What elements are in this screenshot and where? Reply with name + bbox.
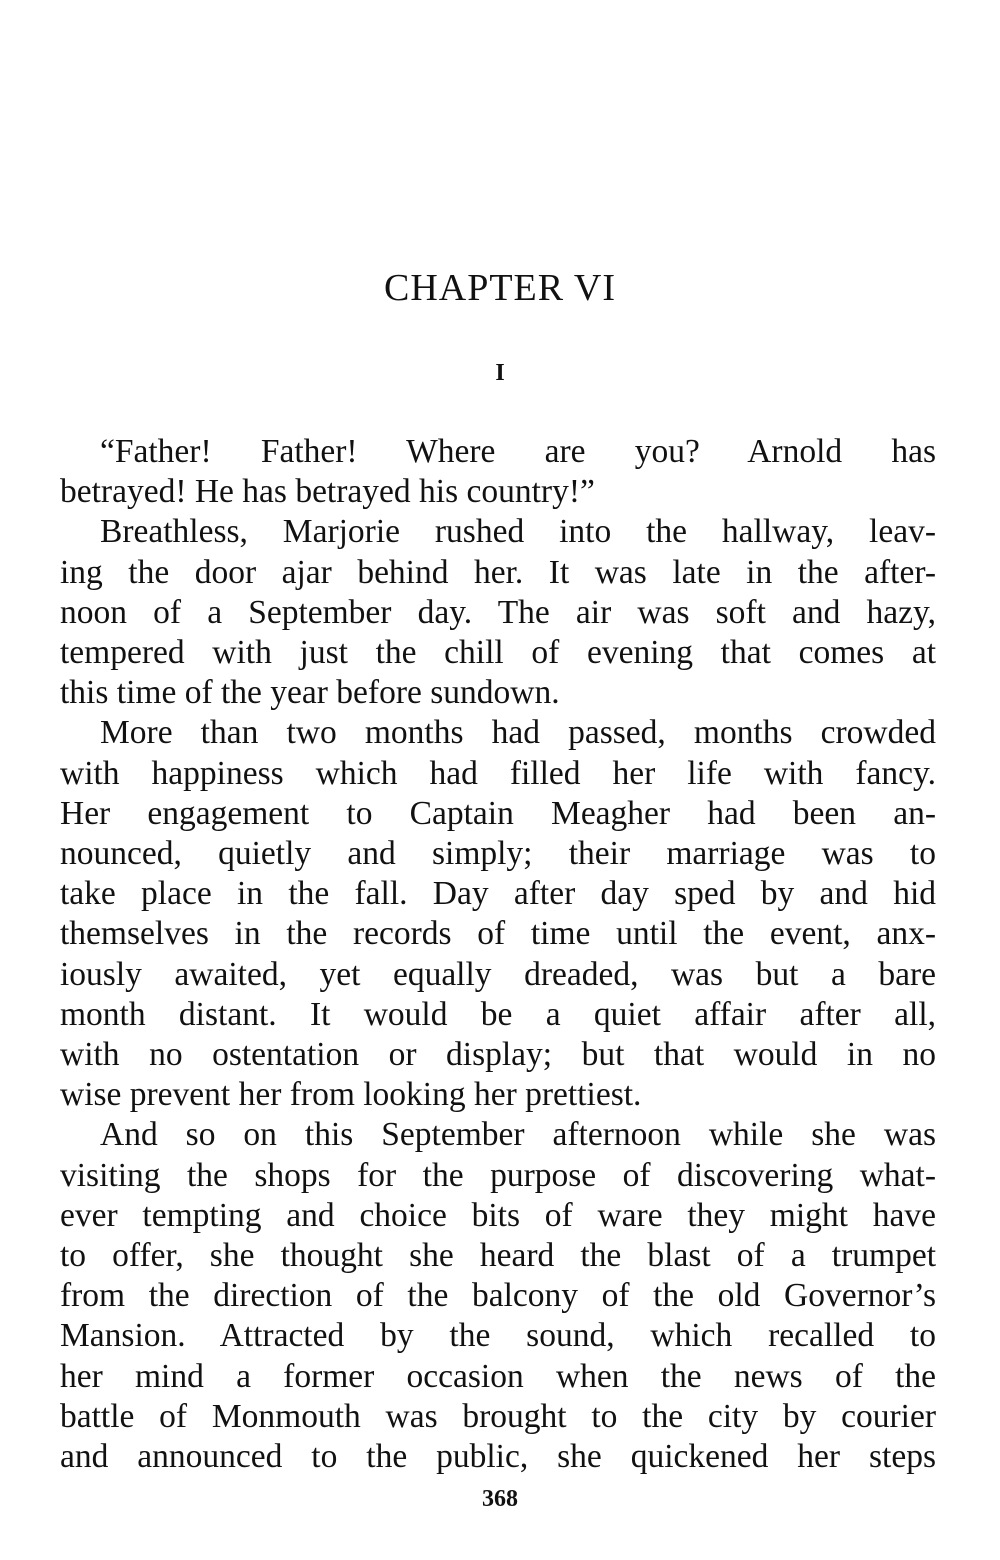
text-line: this time of the year before sundown. bbox=[60, 674, 560, 712]
text-line: with no ostentation or display; but that would in no bbox=[60, 1036, 936, 1074]
text-line: Breathless, Marjorie rushed into the hallway, leav- bbox=[100, 513, 936, 551]
text-line: with happiness which had filled her life with fancy. bbox=[60, 754, 936, 792]
text-line: ever tempting and choice bits of ware they might have bbox=[60, 1196, 936, 1234]
text-line: tempered with just the chill of evening that comes at bbox=[60, 634, 936, 672]
text-line: iously awaited, yet equally dreaded, was but a bare bbox=[60, 955, 936, 993]
text-line: Mansion. Attracted by the sound, which recalled to bbox=[60, 1317, 936, 1355]
page-number: 368 bbox=[482, 1486, 518, 1512]
text-line: wise prevent her from looking her prettiest. bbox=[60, 1076, 642, 1114]
text-line: take place in the fall. Day after day sped by and hid bbox=[60, 875, 936, 913]
paragraph-3 bbox=[60, 713, 936, 1115]
text-line: month distant. It would be a quiet affair after all, bbox=[60, 995, 936, 1033]
text-line: battle of Monmouth was brought to the city by courier bbox=[60, 1397, 936, 1435]
text-line: her mind a former occasion when the news of the bbox=[60, 1357, 936, 1395]
text-line: “Father! Father! Where are you? Arnold has bbox=[100, 433, 936, 470]
paragraph-1 bbox=[60, 432, 936, 512]
text-line: ing the door ajar behind her. It was late in the after- bbox=[60, 553, 936, 591]
text-line: And so on this September afternoon while she was bbox=[100, 1116, 936, 1154]
section-number: I bbox=[495, 360, 505, 386]
text-line: themselves in the records of time until the event, anx- bbox=[60, 915, 936, 953]
text-line: from the direction of the balcony of the old Governor’s bbox=[60, 1277, 936, 1315]
chapter-title: CHAPTER VI bbox=[383, 267, 617, 309]
paragraph-2 bbox=[60, 512, 936, 713]
text-line: noon of a September day. The air was soft and hazy, bbox=[60, 593, 936, 631]
paragraph-4 bbox=[60, 1115, 936, 1477]
text-line: nounced, quietly and simply; their marriage was to bbox=[60, 835, 936, 873]
text-line: Her engagement to Captain Meagher had been an- bbox=[60, 794, 936, 832]
text-line: betrayed! He has betrayed his country!” bbox=[60, 473, 595, 511]
text-line: to offer, she thought she heard the blast of a trumpet bbox=[60, 1237, 936, 1275]
body-text bbox=[60, 432, 936, 1477]
text-line: visiting the shops for the purpose of discovering what- bbox=[60, 1156, 936, 1194]
text-line: and announced to the public, she quickened her steps bbox=[60, 1438, 936, 1476]
text-line: More than two months had passed, months crowded bbox=[100, 714, 936, 752]
